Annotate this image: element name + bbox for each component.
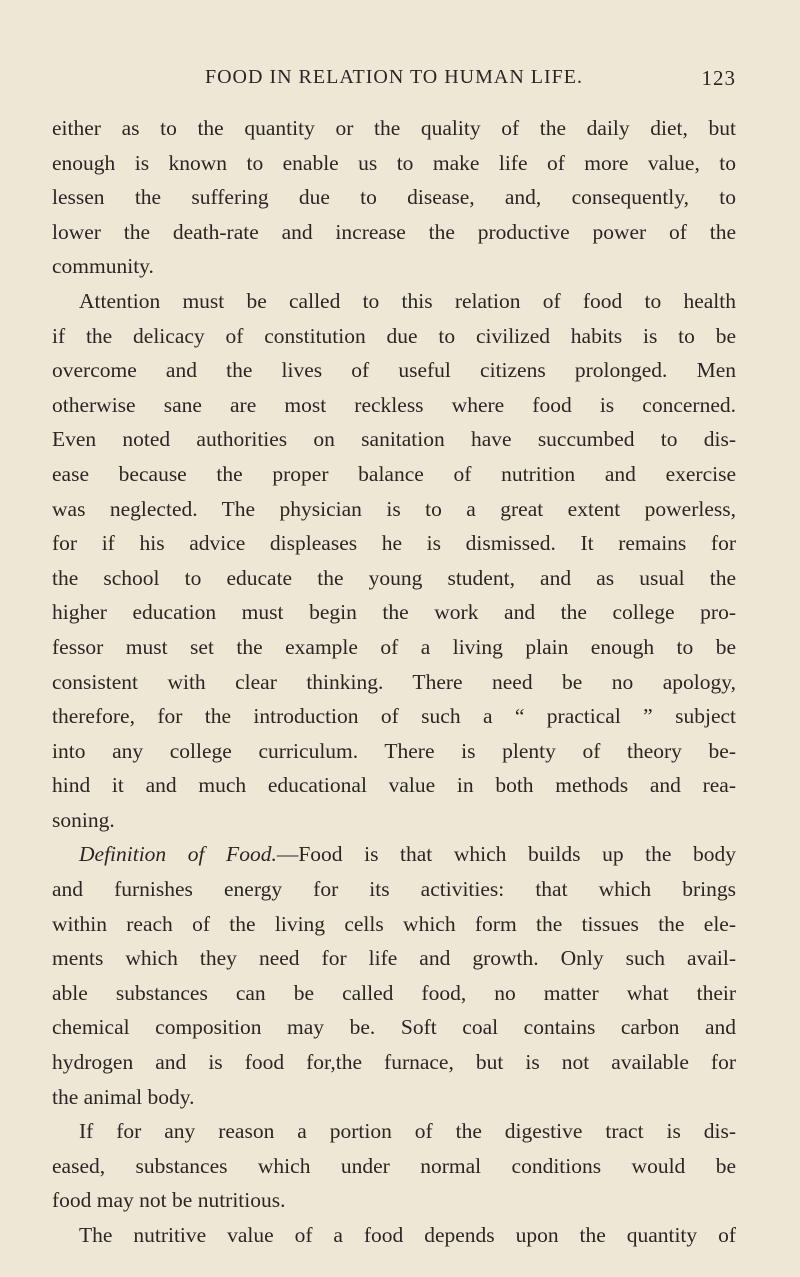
text-line: hind it and much educational value in both methods and rea- bbox=[52, 773, 736, 798]
text-line: for if his advice displeases he is dismissed. It remains for bbox=[52, 531, 736, 556]
text-line: eased, substances which under normal conditions would be bbox=[52, 1153, 736, 1178]
text-line: lower the death-rate and increase the productive power of the bbox=[52, 219, 736, 244]
text-line: the animal body. bbox=[52, 1084, 195, 1109]
text-line: enough is known to enable us to make life of more value, to bbox=[52, 150, 736, 175]
text-line: Attention must be called to this relation of food to health bbox=[79, 288, 736, 313]
running-head bbox=[52, 66, 736, 96]
text-line: within reach of the living cells which form the tissues the ele- bbox=[52, 911, 736, 936]
text-line: lessen the suffering due to disease, and, consequently, to bbox=[52, 185, 736, 210]
text-line: community. bbox=[52, 254, 154, 279]
text-line: if the delicacy of constitution due to civilized habits is to be bbox=[52, 323, 736, 348]
page-number: 123 bbox=[701, 66, 736, 90]
text-line: able substances can be called food, no matter what their bbox=[52, 980, 736, 1005]
text-line: otherwise sane are most reckless where food is concerned. bbox=[52, 392, 736, 417]
text-line: soning. bbox=[52, 807, 115, 832]
text-line: hydrogen and is food for,the furnace, but is not available for bbox=[52, 1050, 736, 1075]
text-line: food may not be nutritious. bbox=[52, 1188, 286, 1213]
text-line: higher education must begin the work and the college pro- bbox=[52, 600, 736, 625]
text-line: therefore, for the introduction of such a “ practical ” subject bbox=[52, 704, 736, 729]
text-line: Even noted authorities on sanitation have succumbed to dis- bbox=[52, 427, 736, 452]
running-title: FOOD IN RELATION TO HUMAN LIFE. bbox=[204, 66, 584, 88]
text-line: consistent with clear thinking. There need be no apology, bbox=[52, 669, 736, 694]
text-line-with-heading bbox=[52, 837, 736, 872]
text-line: ments which they need for life and growth. Only such avail- bbox=[52, 946, 736, 971]
text-line: If for any reason a portion of the digestive tract is dis- bbox=[79, 1119, 736, 1144]
text-line: and furnishes energy for its activities: that which brings bbox=[52, 877, 736, 902]
text-line: was neglected. The physician is to a great extent powerless, bbox=[52, 496, 736, 521]
text-line: the school to educate the young student, and as usual the bbox=[52, 565, 736, 590]
text-line: into any college curriculum. There is plenty of theory be- bbox=[52, 738, 736, 763]
text-line: chemical composition may be. Soft coal contains carbon and bbox=[52, 1015, 736, 1040]
text-line: overcome and the lives of useful citizens prolonged. Men bbox=[52, 358, 736, 383]
body-text bbox=[52, 111, 736, 1253]
text-line-body: —Food is that which builds up the body bbox=[276, 842, 736, 867]
text-line: ease because the proper balance of nutrition and exercise bbox=[52, 461, 736, 486]
text-line: fessor must set the example of a living plain enough to be bbox=[52, 634, 736, 659]
section-heading: Definition of Food. bbox=[79, 842, 277, 867]
text-line: either as to the quantity or the quality of the daily diet, but bbox=[52, 116, 736, 140]
text-line: The nutritive value of a food depends upon the quantity of bbox=[79, 1223, 736, 1247]
